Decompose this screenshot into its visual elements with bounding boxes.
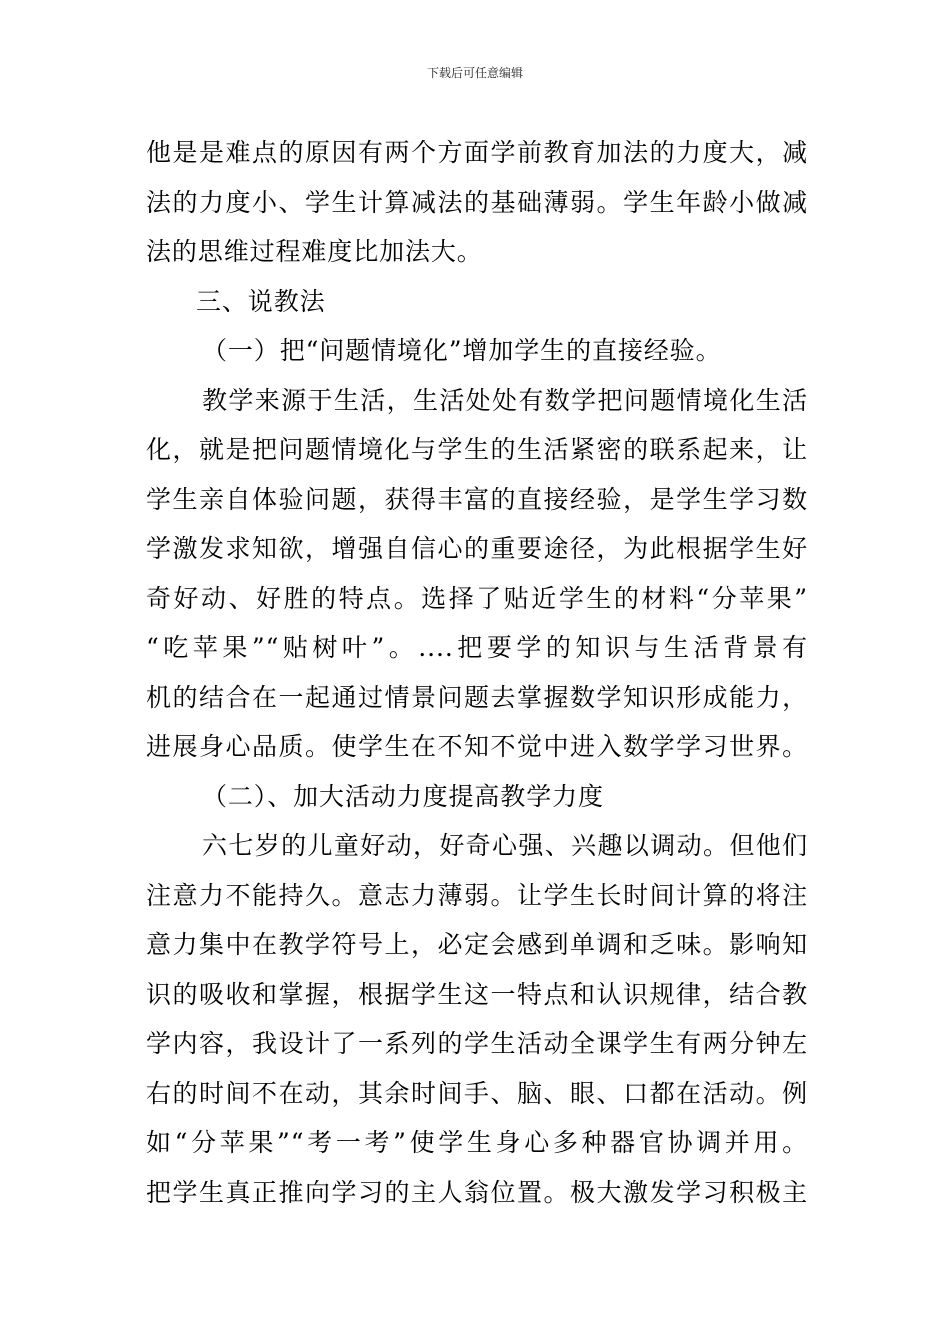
paragraph-line: 把学生真正推向学习的主人翁位置。极大激发学习积极主 (146, 1177, 808, 1207)
paragraph-line: 法的思维过程难度比加法大。 (146, 237, 483, 266)
paragraph-line: 机的结合在一起通过情景问题去掌握数学知识形成能力， (146, 682, 808, 712)
paragraph-line: 注意力不能持久。意志力薄弱。让学生长时间计算的将注 (146, 880, 808, 910)
page-header: 下载后可任意编辑 (426, 66, 523, 80)
paragraph-line: 他是是难点的原因有两个方面学前教育加法的力度大，减 (146, 138, 808, 167)
paragraph-line: 法的力度小、学生计算减法的基础薄弱。学生年龄小做减 (146, 187, 808, 217)
body-text (146, 128, 808, 1217)
paragraph-line: 右的时间不在动，其余时间手、脑、眼、口都在活动。例 (146, 1078, 808, 1108)
paragraph-line: 化，就是把问题情境化与学生的生活紧密的联系起来，让 (146, 435, 808, 464)
paragraph-line: 奇好动、好胜的特点。选择了贴近学生的材料“分苹果” (146, 583, 808, 613)
section-heading: 三、说教法 (196, 286, 326, 316)
subsection-heading: （一）把“问题情境化”增加学生的直接经验。 (202, 336, 722, 365)
paragraph-line: 识的吸收和掌握，根据学生这一特点和认识规律，结合教 (146, 979, 808, 1009)
paragraph-line: 如“分苹果”“考一考”使学生身心多种器官协调并用。 (146, 1128, 808, 1157)
paragraph-line: 学内容，我设计了一系列的学生活动全课学生有两分钟左 (146, 1029, 808, 1058)
paragraph-line: 学生亲自体验问题，获得丰富的直接经验，是学生学习数 (146, 484, 808, 514)
paragraph-line: 教学来源于生活，生活处处有数学把问题情境化生活 (202, 385, 808, 415)
paragraph-line: 六七岁的儿童好动，好奇心强、兴趣以调动。但他们 (202, 831, 808, 860)
subsection-heading: （二）、加大活动力度提高教学力度 (202, 781, 604, 811)
paragraph-line: 进展身心品质。使学生在不知不觉中进入数学学习世界。 (146, 732, 808, 761)
paragraph-line: 学激发求知欲，增强自信心的重要途径，为此根据学生好 (146, 534, 808, 563)
paragraph-line: 意力集中在教学符号上，必定会感到单调和乏味。影响知 (146, 930, 808, 959)
paragraph-line: “吃苹果”“贴树叶”。....把要学的知识与生活背景有 (146, 633, 808, 662)
